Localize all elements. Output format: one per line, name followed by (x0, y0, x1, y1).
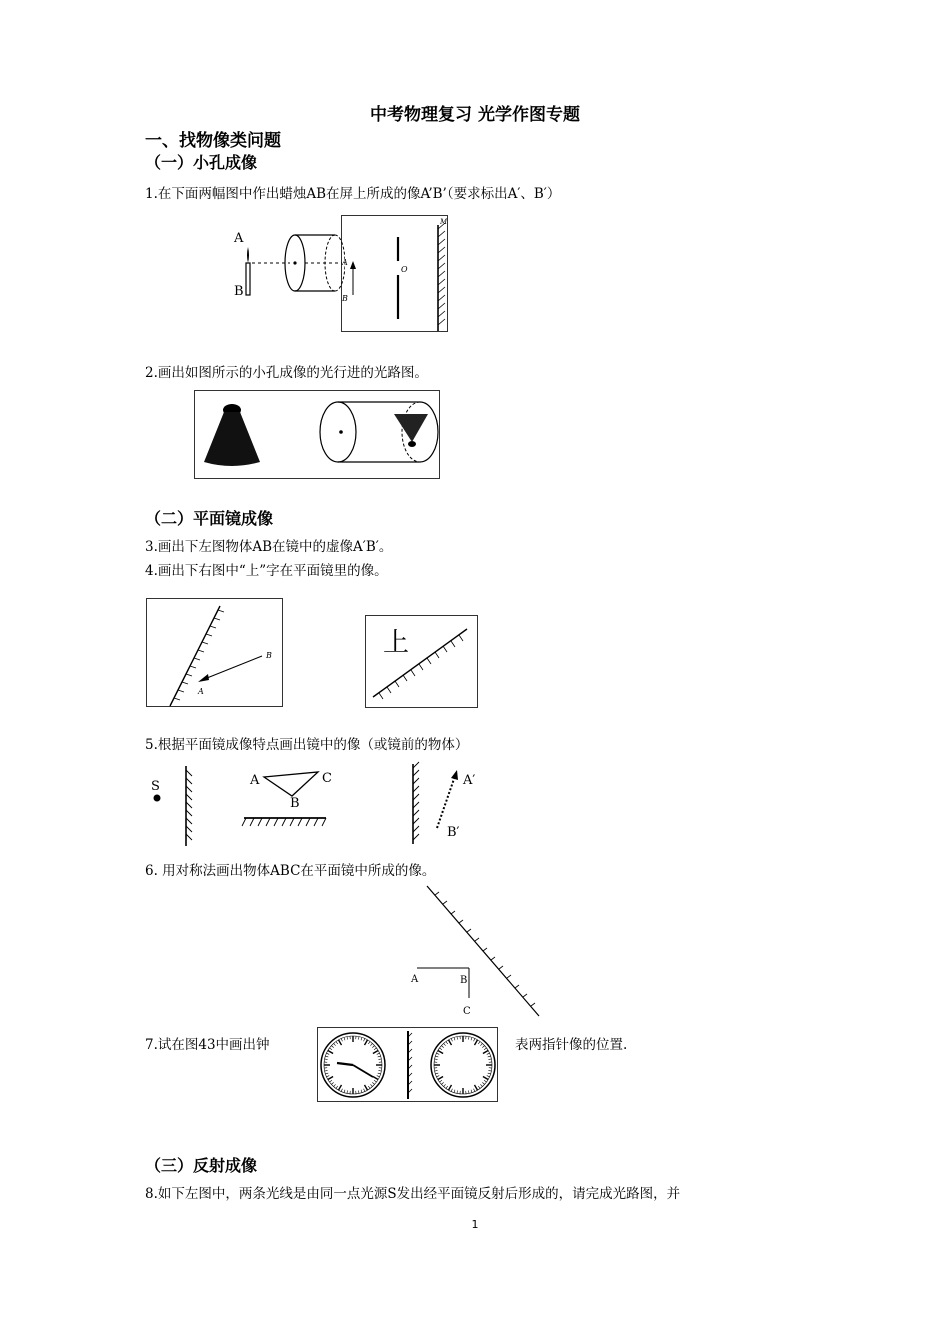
clock-tick (454, 1037, 455, 1040)
clock-tick (474, 1089, 475, 1092)
clock-tick (334, 1084, 336, 1086)
label-s: S (151, 779, 160, 794)
clock-tick (327, 1076, 330, 1077)
figure-5a-point-source (146, 764, 206, 848)
cone-body (204, 412, 260, 466)
figure-7-clocks (317, 1027, 499, 1103)
clock-tick (330, 1080, 332, 1082)
mirror-line (170, 606, 220, 706)
clock-tick (378, 1070, 381, 1071)
clock-tick (441, 1046, 443, 1048)
clock-tick (480, 1043, 482, 1045)
clock-tick (344, 1090, 345, 1093)
clock-tick (488, 1056, 491, 1057)
clock-tick (440, 1048, 442, 1050)
label-a: A (234, 231, 244, 246)
minute-hand (353, 1065, 373, 1077)
clock-tick (446, 1086, 448, 1088)
clock-tick (328, 1051, 333, 1054)
label-a: A (411, 974, 419, 985)
clock-tick (438, 1077, 443, 1080)
clock-tick (449, 1040, 452, 1045)
clock-tick (368, 1042, 370, 1044)
label-c: C (322, 771, 332, 786)
mirror-hatching (242, 818, 326, 826)
question-7-suffix: 表两指针像的位置. (515, 1037, 628, 1053)
label-o: O (401, 265, 408, 274)
clock-tick (339, 1085, 342, 1090)
clock-tick (478, 1042, 480, 1044)
label-a: A (250, 773, 260, 788)
clock-tick (374, 1080, 376, 1082)
clock-tick (377, 1053, 380, 1054)
point-s (154, 795, 161, 802)
clock-tick (347, 1037, 348, 1040)
clock-tick (365, 1040, 368, 1045)
label-b: B (234, 284, 244, 299)
clock-tick (370, 1043, 372, 1045)
clock-tick (437, 1076, 440, 1077)
clock-tick (331, 1082, 333, 1084)
subsection-heading-2: （二）平面镜成像 (145, 509, 274, 528)
figure-frame (342, 216, 448, 332)
clock-tick (474, 1039, 475, 1042)
clock-tick (457, 1090, 458, 1093)
section-heading-1: 一、找物像类问题 (145, 131, 281, 151)
clock-tick (488, 1059, 491, 1060)
clock-tick (368, 1086, 370, 1088)
clock-tick (451, 1039, 452, 1042)
clock-tick (325, 1070, 328, 1071)
clock-tick (468, 1037, 469, 1040)
question-3: 3.画出下左图物体AB在镜中的虚像A′B′。 (145, 539, 393, 555)
clock-tick (478, 1086, 480, 1088)
clock-tick (475, 1085, 478, 1090)
clock-tick (484, 1048, 486, 1050)
clock-tick (358, 1090, 359, 1093)
clock-tick (373, 1077, 378, 1080)
clock-tick (438, 1051, 443, 1054)
clock-tick (446, 1042, 448, 1044)
figure-1a-pinhole-candle (230, 225, 345, 300)
clock-tick (341, 1039, 342, 1042)
mirror-hatching (435, 892, 535, 1006)
clock-tick (471, 1090, 472, 1093)
clock-tick (487, 1076, 490, 1077)
clock-tick (435, 1070, 438, 1071)
clock-tick (328, 1077, 333, 1080)
candle-body (246, 263, 250, 295)
question-6: 6. 用对称法画出物体ABC在平面镜中所成的像。 (145, 863, 436, 879)
pinhole (293, 261, 296, 264)
object-ab-arrow (202, 656, 262, 680)
clock-tick (331, 1046, 333, 1048)
subsection-heading-3: （三）反射成像 (145, 1156, 258, 1175)
clock-tick (339, 1040, 342, 1045)
label-a: A (198, 687, 204, 696)
page-title: 中考物理复习 光学作图专题 (370, 105, 580, 125)
clock-tick (364, 1089, 365, 1092)
clock-tick (361, 1090, 362, 1093)
clock-tick (483, 1077, 488, 1080)
figure-1b-screen-mirror (341, 215, 451, 333)
label-b: B (290, 796, 300, 811)
clock-tick (435, 1073, 438, 1074)
clock-tick (482, 1046, 484, 1048)
page-number: 1 (471, 1218, 479, 1231)
label-b: B (460, 975, 468, 986)
clock-tick (440, 1080, 442, 1082)
figure-4-character-mirror (365, 615, 479, 709)
clock-tick (378, 1056, 381, 1057)
mirror-hatching (413, 762, 419, 840)
clock-tick (377, 1076, 380, 1077)
label-b-prime: B′ (447, 825, 460, 840)
clock-tick (365, 1085, 368, 1090)
clock-tick (327, 1053, 330, 1054)
question-4: 4.画出下右图中“上”字在平面镜里的像。 (145, 563, 388, 579)
clock-tick (451, 1089, 452, 1092)
clock-tick (480, 1084, 482, 1086)
question-8: 8.如下左图中，两条光线是由同一点光源S发出经平面镜反射后形成的，请完成光路图，并 (145, 1186, 681, 1202)
mirror-hatching (438, 223, 445, 325)
figure-frame (147, 599, 283, 707)
clock-tick (454, 1090, 455, 1093)
clock-tick (358, 1037, 359, 1040)
clock-tick (347, 1090, 348, 1093)
clock-tick (482, 1082, 484, 1084)
label-b-small: B (342, 294, 348, 303)
clock-tick (483, 1051, 488, 1054)
clock-tick (441, 1082, 443, 1084)
figure-5b-triangle (240, 764, 332, 834)
mirror-hatching (186, 770, 192, 840)
question-2: 2.画出如图所示的小孔成像的光行进的光路图。 (145, 365, 428, 381)
clock-tick (325, 1073, 328, 1074)
clock-tick (336, 1086, 338, 1088)
figure-6-object-abc (405, 884, 545, 1020)
clock-tick (330, 1048, 332, 1050)
triangle-abc (264, 772, 318, 796)
clock-tick (468, 1090, 469, 1093)
candle-flame (247, 247, 249, 263)
clock-right (431, 1033, 495, 1097)
virtual-image-line (437, 776, 455, 828)
clock-tick (444, 1084, 446, 1086)
clock-left (321, 1033, 385, 1097)
question-1: 1.在下面两幅图中作出蜡烛AB在屏上所成的像A’B’（要求标出A′、B′） (145, 186, 561, 202)
clock-tick (488, 1070, 491, 1071)
figure-5c-image-arrow (405, 760, 485, 846)
clock-tick (325, 1059, 328, 1060)
clock-tick (372, 1082, 374, 1084)
clock-tick (435, 1056, 438, 1057)
clock-tick (334, 1043, 336, 1045)
clock-tick (488, 1073, 491, 1074)
label-a-prime: A′ (463, 773, 476, 788)
clock-tick (487, 1053, 490, 1054)
clock-tick (435, 1059, 438, 1060)
clock-tick (444, 1043, 446, 1045)
clock-tick (361, 1037, 362, 1040)
clock-tick (484, 1080, 486, 1082)
camera-front (320, 402, 356, 462)
clock-tick (471, 1037, 472, 1040)
label-c: C (463, 1006, 471, 1017)
pinhole (339, 430, 343, 434)
clock-tick (449, 1085, 452, 1090)
clock-tick (373, 1051, 378, 1054)
clock-tick (378, 1059, 381, 1060)
hour-hand (337, 1063, 353, 1065)
clock-tick (336, 1042, 338, 1044)
clock-tick (341, 1089, 342, 1092)
figure-3-mirror-arrow (146, 598, 284, 708)
question-5: 5.根据平面镜成像特点画出镜中的像（或镜前的物体） (145, 737, 469, 753)
clock-tick (475, 1040, 478, 1045)
clock-tick (325, 1056, 328, 1057)
clock-tick (372, 1046, 374, 1048)
clock-tick (374, 1048, 376, 1050)
clock-tick (344, 1037, 345, 1040)
figure-2-cone-pinhole (194, 390, 441, 480)
clock-tick (370, 1084, 372, 1086)
question-7-prefix: 7.试在图43中画出钟 (145, 1037, 270, 1053)
character-shang: 上 (383, 628, 410, 658)
clock-tick (437, 1053, 440, 1054)
label-b: B (266, 651, 272, 660)
label-m: M (440, 218, 448, 226)
clock-tick (457, 1037, 458, 1040)
subsection-heading-1: （一）小孔成像 (145, 153, 258, 172)
clock-tick (364, 1039, 365, 1042)
clock-tick (378, 1073, 381, 1074)
inverted-image (394, 414, 428, 442)
label-a-small: A (342, 258, 348, 267)
